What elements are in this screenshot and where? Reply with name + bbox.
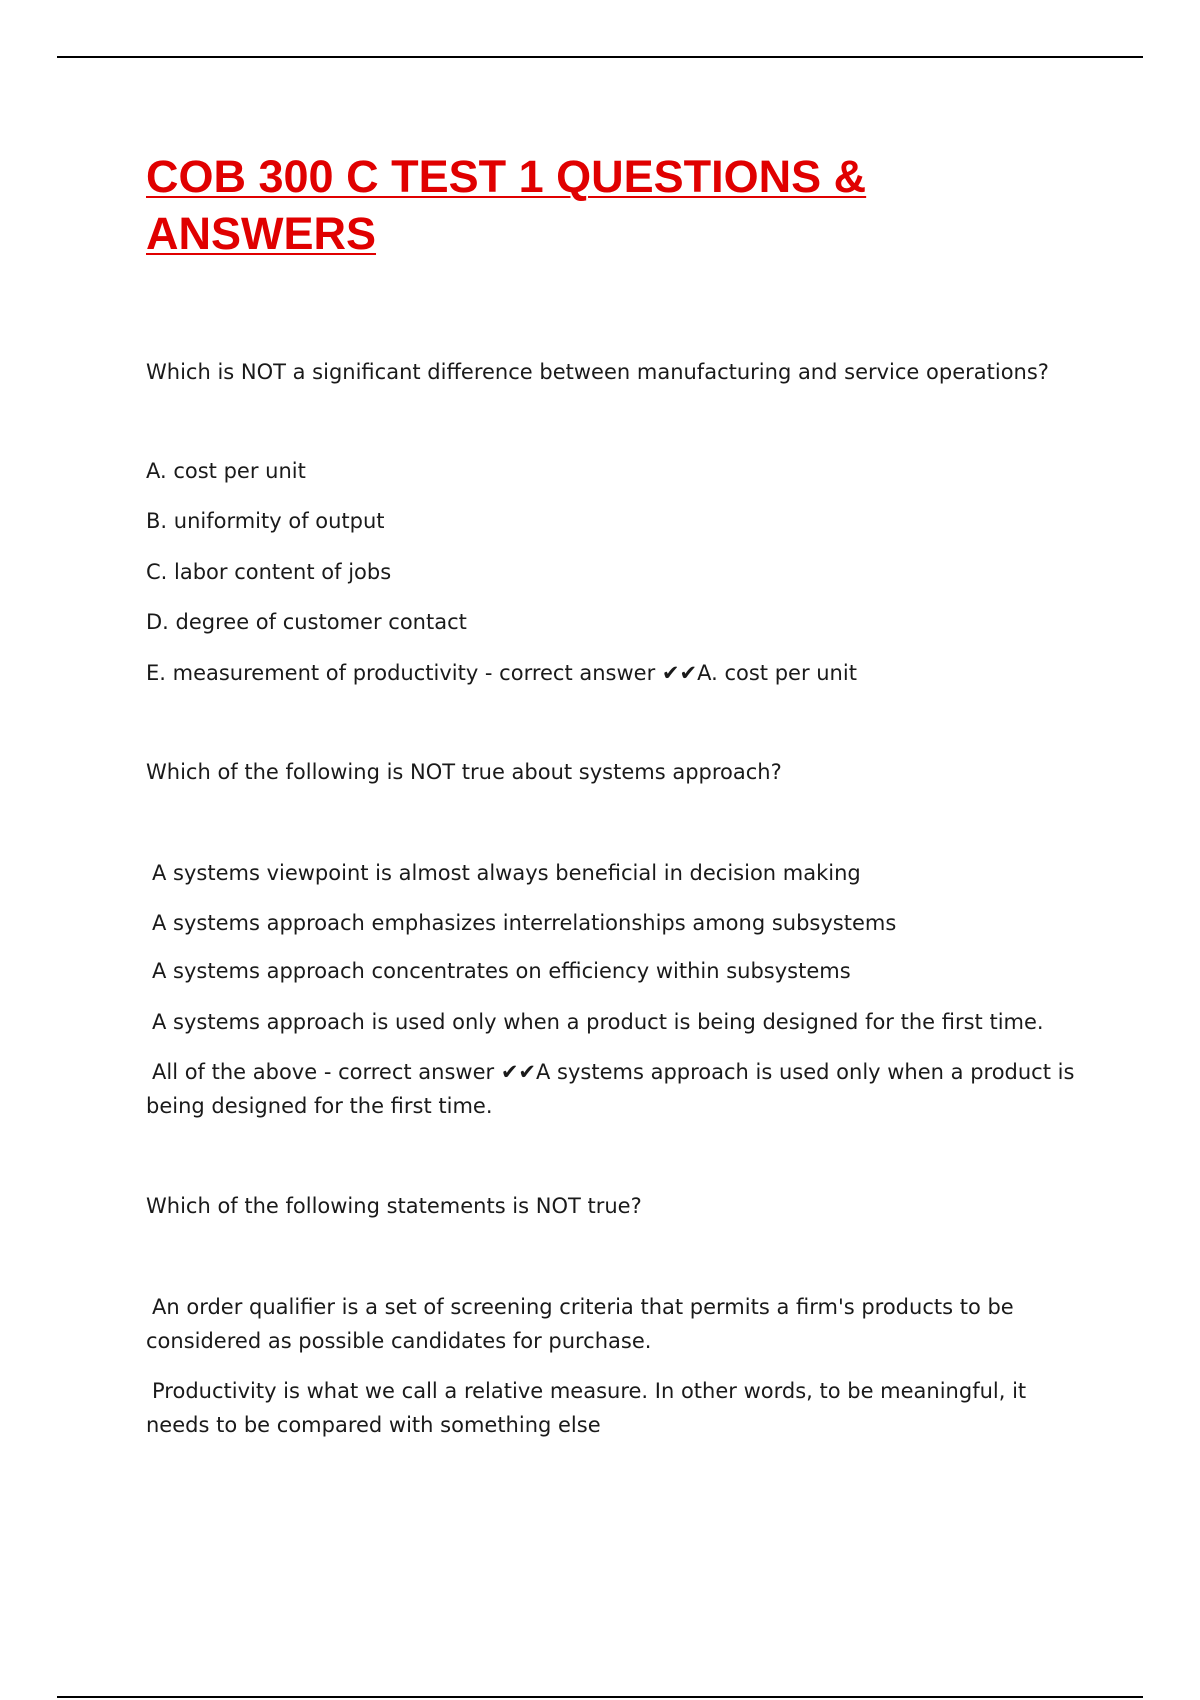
question-3-option-2: Productivity is what we call a relative measure. In other words, to be meaningful, it needs to be compared with something else <box>146 1379 1027 1437</box>
question-1-option-c: C. labor content of jobs <box>146 560 392 584</box>
question-2-option-4: A systems approach is used only when a product is being designed for the first time. <box>152 1010 1044 1034</box>
question-1-option-d: D. degree of customer contact <box>146 610 467 634</box>
question-3-text: Which of the following statements is NOT true? <box>146 1194 642 1218</box>
question-1-option-e-answer: E. measurement of productivity - correct answer ✔✔A. cost per unit <box>146 661 857 685</box>
question-2-option-3: A systems approach concentrates on efficiency within subsystems <box>152 959 851 983</box>
question-2-option-2: A systems approach emphasizes interrelationships among subsystems <box>152 911 897 935</box>
document-title: COB 300 C TEST 1 QUESTIONS & ANSWERS <box>146 151 867 259</box>
question-3-option-1: An order qualifier is a set of screening criteria that permits a firm's products to be considered as possible candidates for purchase. <box>146 1295 1014 1353</box>
bottom-rule <box>57 1696 1143 1698</box>
question-1-option-a: A. cost per unit <box>146 459 306 483</box>
question-2-option-1: A systems viewpoint is almost always beneficial in decision making <box>152 861 861 885</box>
top-rule <box>57 56 1143 58</box>
question-1-option-b: B. uniformity of output <box>146 509 385 533</box>
question-2-option-5-answer: All of the above - correct answer ✔✔A systems approach is used only when a product is being designed for the first time. <box>146 1060 1075 1118</box>
question-2-text: Which of the following is NOT true about systems approach? <box>146 760 782 784</box>
question-1-text: Which is NOT a significant difference between manufacturing and service operations? <box>146 360 1049 384</box>
